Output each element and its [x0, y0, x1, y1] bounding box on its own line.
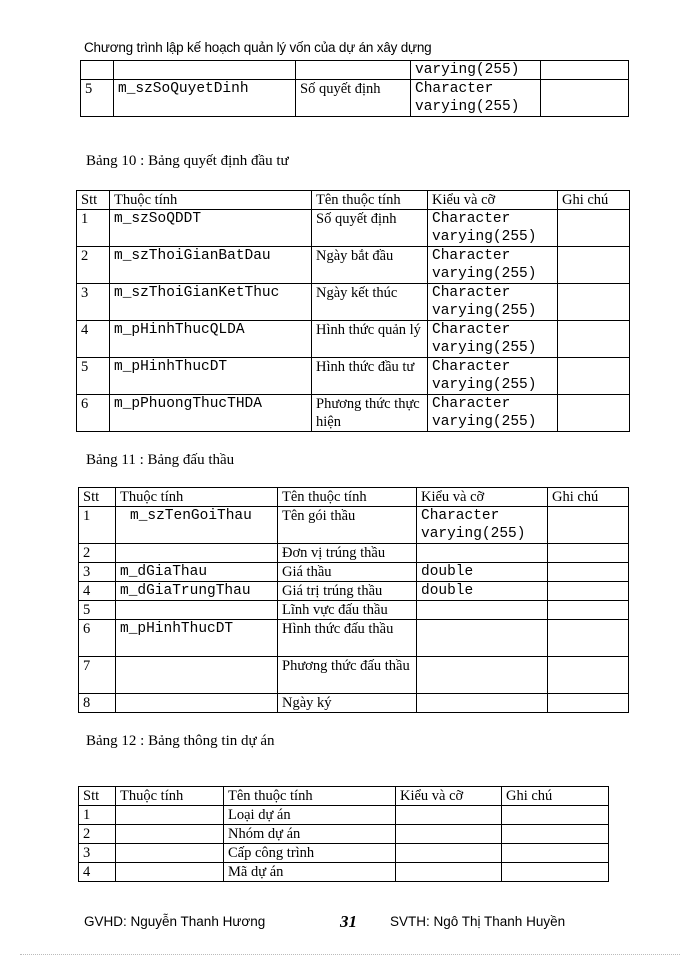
cell-type [396, 844, 502, 863]
cell-type: Character varying(255) [428, 395, 558, 432]
table-row [79, 863, 609, 882]
cell-type [417, 657, 548, 694]
cell-attribute: m_szTenGoiThau [116, 507, 278, 544]
header-type: Kiểu và cỡ [417, 488, 548, 507]
cell-type: Character varying(255) [428, 210, 558, 247]
table-row [81, 80, 629, 117]
table-row [79, 544, 629, 563]
cell-attribute [116, 863, 224, 882]
header-attribute: Thuộc tính [110, 191, 312, 210]
table-header-row [77, 191, 630, 210]
cell-type [417, 544, 548, 563]
cell-attribute [116, 825, 224, 844]
cell-attribute-name: Ngày ký [278, 694, 417, 713]
cell-attribute-name: Nhóm dự án [224, 825, 396, 844]
header-note: Ghi chú [558, 191, 630, 210]
footer-student: SVTH: Ngô Thị Thanh Huyền [390, 914, 566, 929]
table-header-row [79, 787, 609, 806]
table-row [77, 358, 630, 395]
cell-stt: 5 [77, 358, 110, 395]
cell-note [548, 601, 629, 620]
cell-attribute-name: Đơn vị trúng thầu [278, 544, 417, 563]
table11 [78, 487, 629, 713]
cell-note [502, 844, 609, 863]
cell-type: Character varying(255) [428, 321, 558, 358]
header-attribute-name: Tên thuộc tính [312, 191, 428, 210]
cell-attribute: m_szSoQDDT [110, 210, 312, 247]
table-row [77, 210, 630, 247]
cell-attribute-name: Ngày kết thúc [312, 284, 428, 321]
cell-stt: 5 [79, 601, 116, 620]
cell-stt: 4 [77, 321, 110, 358]
cell-type [417, 620, 548, 657]
table12-body [79, 806, 609, 882]
cell-stt: 3 [79, 563, 116, 582]
cell-note [558, 284, 630, 321]
table11-body [79, 507, 629, 713]
cell-stt: 7 [79, 657, 116, 694]
cell-note [541, 61, 629, 80]
cell-stt: 6 [77, 395, 110, 432]
cell-attribute: m_pPhuongThucTHDA [110, 395, 312, 432]
cell-stt: 4 [79, 582, 116, 601]
cell-note [548, 694, 629, 713]
page-header: Chương trình lập kế hoạch quản lý vốn của dự án xây dựng [84, 40, 432, 55]
cell-attribute [116, 694, 278, 713]
cell-attribute-name: Hình thức quản lý [312, 321, 428, 358]
header-note: Ghi chú [548, 488, 629, 507]
cell-attribute [116, 657, 278, 694]
cell-type [417, 601, 548, 620]
cell-stt: 4 [79, 863, 116, 882]
table-row [77, 321, 630, 358]
cell-attribute: m_szSoQuyetDinh [114, 80, 296, 117]
cell-stt: 3 [79, 844, 116, 863]
cell-attribute-name: Số quyết định [296, 80, 411, 117]
table10-body [77, 210, 630, 432]
top-continuation-table [80, 60, 629, 117]
cell-type [417, 694, 548, 713]
table10-caption: Bảng 10 : Bảng quyết định đầu tư [86, 153, 289, 169]
table-row [79, 507, 629, 544]
cell-stt: 8 [79, 694, 116, 713]
table-row [79, 563, 629, 582]
cell-stt: 2 [79, 544, 116, 563]
cell-type: Character varying(255) [411, 80, 541, 117]
table-row [79, 844, 609, 863]
cell-attribute [116, 601, 278, 620]
header-stt: Stt [77, 191, 110, 210]
table-row [81, 61, 629, 80]
cell-stt: 1 [79, 507, 116, 544]
cell-attribute [116, 806, 224, 825]
cell-note [558, 321, 630, 358]
header-type: Kiểu và cỡ [428, 191, 558, 210]
page-number: 31 [340, 912, 357, 931]
cell-note [502, 825, 609, 844]
cell-attribute [116, 844, 224, 863]
cell-type: varying(255) [411, 61, 541, 80]
cell-note [558, 395, 630, 432]
cell-note [548, 620, 629, 657]
header-attribute: Thuộc tính [116, 787, 224, 806]
cell-note [558, 247, 630, 284]
table-row [79, 601, 629, 620]
table10 [76, 190, 630, 432]
table-row [79, 806, 609, 825]
cell-attribute-name: Lĩnh vực đấu thầu [278, 601, 417, 620]
cell-note [548, 657, 629, 694]
cell-type: Character varying(255) [428, 284, 558, 321]
cell-attribute: m_szThoiGianKetThuc [110, 284, 312, 321]
cell-stt: 2 [77, 247, 110, 284]
cell-type [396, 806, 502, 825]
cell-attribute: m_pHinhThucDT [110, 358, 312, 395]
cell-note [541, 80, 629, 117]
table12 [78, 786, 609, 882]
cell-note [502, 806, 609, 825]
table11-caption: Bảng 11 : Bảng đấu thầu [86, 452, 235, 468]
table12-caption: Bảng 12 : Bảng thông tin dự án [86, 733, 275, 749]
header-stt: Stt [79, 787, 116, 806]
cell-type: Character varying(255) [428, 358, 558, 395]
cell-attribute-name: Tên gói thầu [278, 507, 417, 544]
cell-stt: 2 [79, 825, 116, 844]
cell-attribute [116, 544, 278, 563]
cell-attribute: m_pHinhThucDT [116, 620, 278, 657]
cell-stt: 5 [81, 80, 114, 117]
header-note: Ghi chú [502, 787, 609, 806]
cell-note [558, 358, 630, 395]
cell-attribute-name: Giá trị trúng thầu [278, 582, 417, 601]
cell-attribute: m_dGiaTrungThau [116, 582, 278, 601]
cell-note [558, 210, 630, 247]
table-header-row [79, 488, 629, 507]
table-row [79, 694, 629, 713]
cell-attribute-name: Ngày bắt đầu [312, 247, 428, 284]
table-row [79, 825, 609, 844]
table-row [77, 247, 630, 284]
cell-note [548, 507, 629, 544]
cell-attribute-name: Số quyết định [312, 210, 428, 247]
header-type: Kiểu và cỡ [396, 787, 502, 806]
cell-attribute: m_szThoiGianBatDau [110, 247, 312, 284]
cell-attribute-name: Giá thầu [278, 563, 417, 582]
header-attribute: Thuộc tính [116, 488, 278, 507]
cell-stt [81, 61, 114, 80]
cell-attribute-name: Phương thức thực hiện [312, 395, 428, 432]
cell-type: double [417, 563, 548, 582]
cell-note [502, 863, 609, 882]
cell-attribute-name: Mã dự án [224, 863, 396, 882]
cell-attribute-name: Phương thức đấu thầu [278, 657, 417, 694]
cell-type: Character varying(255) [417, 507, 548, 544]
cell-attribute-name: Cấp công trình [224, 844, 396, 863]
table-row [77, 395, 630, 432]
cell-stt: 6 [79, 620, 116, 657]
cell-attribute-name: Hình thức đầu tư [312, 358, 428, 395]
cell-note [548, 582, 629, 601]
cell-attribute-name [296, 61, 411, 80]
cell-stt: 1 [79, 806, 116, 825]
cell-stt: 3 [77, 284, 110, 321]
cell-attribute [114, 61, 296, 80]
cell-attribute-name: Loại dự án [224, 806, 396, 825]
table-row [77, 284, 630, 321]
cell-note [548, 544, 629, 563]
table-row [79, 582, 629, 601]
cell-attribute-name: Hình thức đấu thầu [278, 620, 417, 657]
page-edge-divider [20, 954, 680, 955]
cell-note [548, 563, 629, 582]
cell-attribute: m_dGiaThau [116, 563, 278, 582]
cell-stt: 1 [77, 210, 110, 247]
cell-type: double [417, 582, 548, 601]
cell-type [396, 863, 502, 882]
header-attribute-name: Tên thuộc tính [224, 787, 396, 806]
cell-type: Character varying(255) [428, 247, 558, 284]
table-row [79, 620, 629, 657]
header-attribute-name: Tên thuộc tính [278, 488, 417, 507]
footer-advisor: GVHD: Nguyễn Thanh Hương [84, 914, 266, 929]
cell-attribute: m_pHinhThucQLDA [110, 321, 312, 358]
cell-type [396, 825, 502, 844]
header-stt: Stt [79, 488, 116, 507]
table-row [79, 657, 629, 694]
